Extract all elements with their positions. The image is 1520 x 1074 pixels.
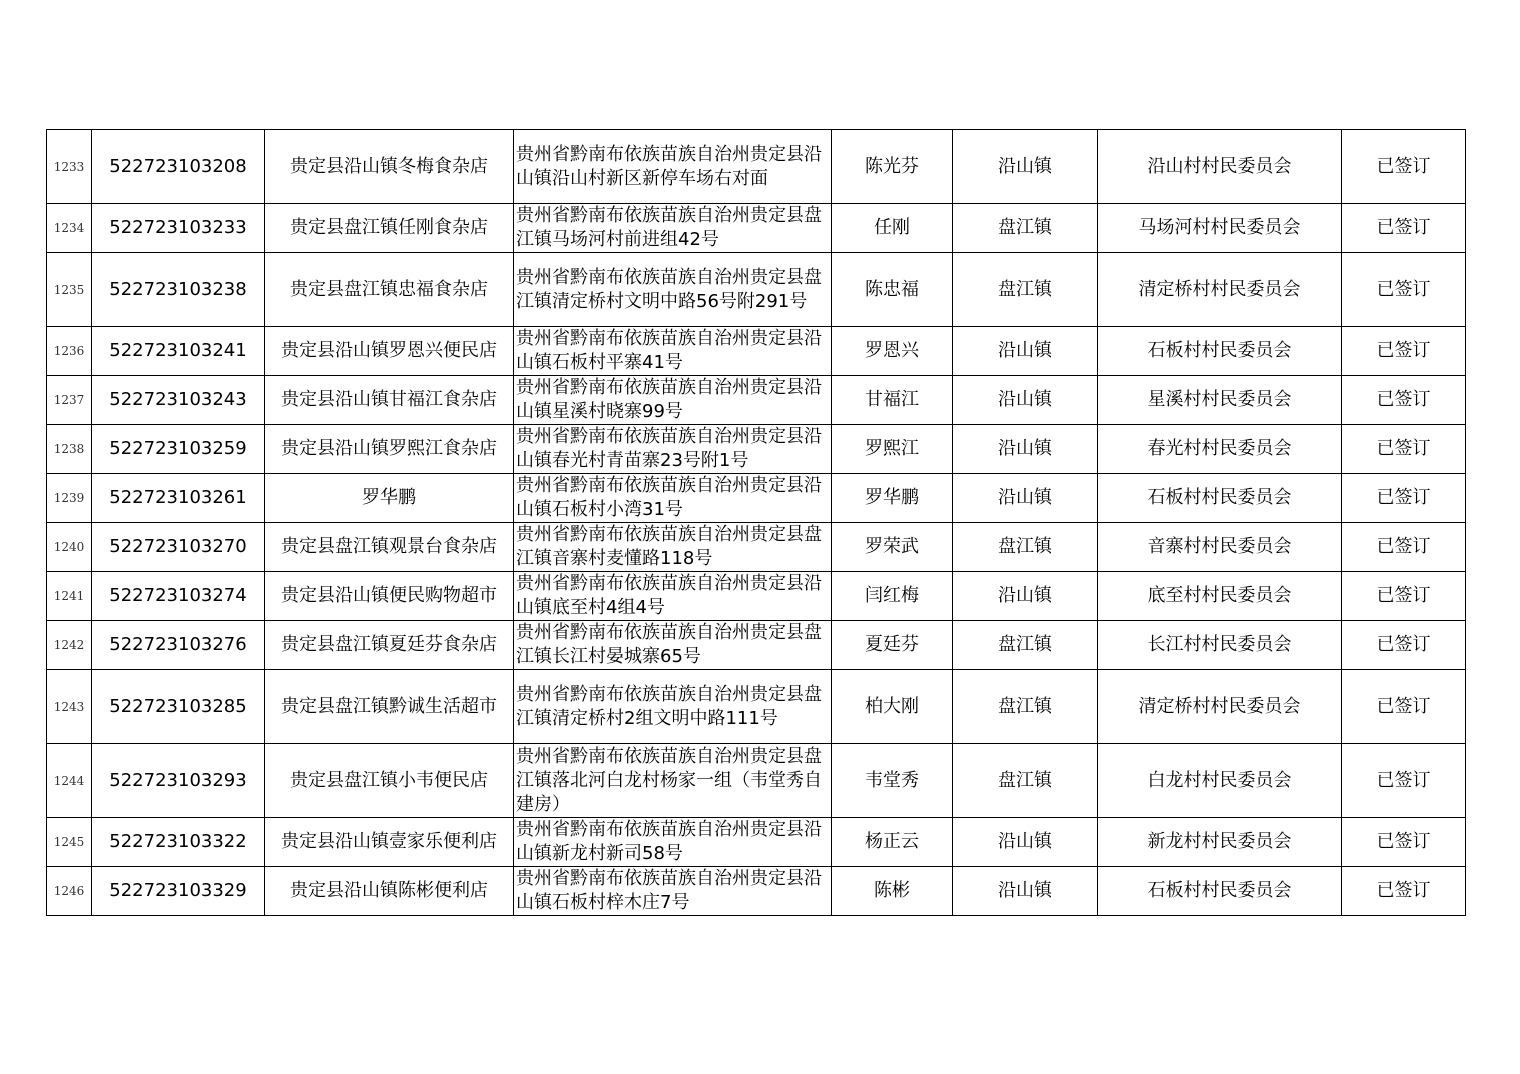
- village-committee-cell: 音寨村村民委员会: [1098, 523, 1342, 572]
- unified-code-cell: 522723103274: [92, 572, 265, 621]
- table-row: [47, 867, 1466, 916]
- unified-code-cell: 522723103208: [92, 130, 265, 204]
- person-cell: 罗恩兴: [832, 327, 953, 376]
- person-cell: 陈彬: [832, 867, 953, 916]
- row-number: 1242: [47, 621, 92, 670]
- store-name-cell: 贵定县沿山镇罗恩兴便民店: [265, 327, 514, 376]
- status-cell: 已签订: [1342, 744, 1466, 818]
- status-cell: 已签订: [1342, 376, 1466, 425]
- unified-code-cell: 522723103270: [92, 523, 265, 572]
- table-row: [47, 253, 1466, 327]
- store-name-cell: 贵定县沿山镇陈彬便利店: [265, 867, 514, 916]
- unified-code-cell: 522723103243: [92, 376, 265, 425]
- store-name-cell: 贵定县沿山镇罗熙江食杂店: [265, 425, 514, 474]
- town-cell: 盘江镇: [953, 670, 1098, 744]
- address-cell: 贵州省黔南布依族苗族自治州贵定县沿山镇星溪村晓寨99号: [514, 376, 832, 425]
- status-cell: 已签订: [1342, 130, 1466, 204]
- town-cell: 沿山镇: [953, 425, 1098, 474]
- unified-code-cell: 522723103233: [92, 204, 265, 253]
- town-cell: 沿山镇: [953, 130, 1098, 204]
- town-cell: 盘江镇: [953, 253, 1098, 327]
- person-cell: 闫红梅: [832, 572, 953, 621]
- address-cell: 贵州省黔南布依族苗族自治州贵定县沿山镇沿山村新区新停车场右对面: [514, 130, 832, 204]
- address-cell: 贵州省黔南布依族苗族自治州贵定县盘江镇落北河白龙村杨家一组（韦堂秀自建房）: [514, 744, 832, 818]
- person-cell: 罗荣武: [832, 523, 953, 572]
- address-cell: 贵州省黔南布依族苗族自治州贵定县沿山镇新龙村新司58号: [514, 818, 832, 867]
- table-row: [47, 376, 1466, 425]
- village-committee-cell: 马场河村村民委员会: [1098, 204, 1342, 253]
- status-cell: 已签订: [1342, 204, 1466, 253]
- status-cell: 已签订: [1342, 253, 1466, 327]
- row-number: 1240: [47, 523, 92, 572]
- row-number: 1241: [47, 572, 92, 621]
- table-row: [47, 670, 1466, 744]
- person-cell: 夏廷芬: [832, 621, 953, 670]
- table-row: [47, 327, 1466, 376]
- address-cell: 贵州省黔南布依族苗族自治州贵定县盘江镇长江村晏城寨65号: [514, 621, 832, 670]
- address-cell: 贵州省黔南布依族苗族自治州贵定县盘江镇清定桥村文明中路56号附291号: [514, 253, 832, 327]
- address-cell: 贵州省黔南布依族苗族自治州贵定县沿山镇底至村4组4号: [514, 572, 832, 621]
- person-cell: 罗熙江: [832, 425, 953, 474]
- town-cell: 盘江镇: [953, 621, 1098, 670]
- store-name-cell: 贵定县盘江镇观景台食杂店: [265, 523, 514, 572]
- village-committee-cell: 石板村村民委员会: [1098, 327, 1342, 376]
- store-name-cell: 贵定县沿山镇甘福江食杂店: [265, 376, 514, 425]
- status-cell: 已签订: [1342, 474, 1466, 523]
- address-cell: 贵州省黔南布依族苗族自治州贵定县沿山镇石板村梓木庄7号: [514, 867, 832, 916]
- village-committee-cell: 石板村村民委员会: [1098, 474, 1342, 523]
- unified-code-cell: 522723103329: [92, 867, 265, 916]
- unified-code-cell: 522723103276: [92, 621, 265, 670]
- store-name-cell: 贵定县盘江镇忠福食杂店: [265, 253, 514, 327]
- row-number: 1244: [47, 744, 92, 818]
- town-cell: 沿山镇: [953, 867, 1098, 916]
- status-cell: 已签订: [1342, 523, 1466, 572]
- address-cell: 贵州省黔南布依族苗族自治州贵定县盘江镇马场河村前进组42号: [514, 204, 832, 253]
- table-body: [47, 130, 1466, 916]
- person-cell: 韦堂秀: [832, 744, 953, 818]
- row-number: 1237: [47, 376, 92, 425]
- person-cell: 陈忠福: [832, 253, 953, 327]
- person-cell: 陈光芬: [832, 130, 953, 204]
- store-name-cell: 贵定县沿山镇冬梅食杂店: [265, 130, 514, 204]
- store-name-cell: 贵定县沿山镇便民购物超市: [265, 572, 514, 621]
- row-number: 1234: [47, 204, 92, 253]
- village-committee-cell: 清定桥村村民委员会: [1098, 253, 1342, 327]
- row-number: 1243: [47, 670, 92, 744]
- store-name-cell: 贵定县盘江镇小韦便民店: [265, 744, 514, 818]
- person-cell: 罗华鹏: [832, 474, 953, 523]
- table-row: [47, 744, 1466, 818]
- store-name-cell: 贵定县盘江镇夏廷芬食杂店: [265, 621, 514, 670]
- village-committee-cell: 石板村村民委员会: [1098, 867, 1342, 916]
- unified-code-cell: 522723103322: [92, 818, 265, 867]
- status-cell: 已签订: [1342, 867, 1466, 916]
- village-committee-cell: 新龙村村民委员会: [1098, 818, 1342, 867]
- status-cell: 已签订: [1342, 818, 1466, 867]
- address-cell: 贵州省黔南布依族苗族自治州贵定县沿山镇石板村小湾31号: [514, 474, 832, 523]
- address-cell: 贵州省黔南布依族苗族自治州贵定县沿山镇石板村平寨41号: [514, 327, 832, 376]
- table-row: [47, 130, 1466, 204]
- row-number: 1246: [47, 867, 92, 916]
- town-cell: 沿山镇: [953, 474, 1098, 523]
- status-cell: 已签订: [1342, 670, 1466, 744]
- table-row: [47, 621, 1466, 670]
- status-cell: 已签订: [1342, 621, 1466, 670]
- person-cell: 任刚: [832, 204, 953, 253]
- unified-code-cell: 522723103293: [92, 744, 265, 818]
- store-name-cell: 贵定县沿山镇壹家乐便利店: [265, 818, 514, 867]
- town-cell: 沿山镇: [953, 376, 1098, 425]
- table-row: [47, 474, 1466, 523]
- row-number: 1236: [47, 327, 92, 376]
- village-committee-cell: 长江村村民委员会: [1098, 621, 1342, 670]
- village-committee-cell: 白龙村村民委员会: [1098, 744, 1342, 818]
- row-number: 1238: [47, 425, 92, 474]
- village-committee-cell: 底至村村民委员会: [1098, 572, 1342, 621]
- unified-code-cell: 522723103261: [92, 474, 265, 523]
- store-name-cell: 贵定县盘江镇任刚食杂店: [265, 204, 514, 253]
- store-name-cell: 贵定县盘江镇黔诚生活超市: [265, 670, 514, 744]
- row-number: 1235: [47, 253, 92, 327]
- table-row: [47, 818, 1466, 867]
- village-committee-cell: 春光村村民委员会: [1098, 425, 1342, 474]
- table-row: [47, 572, 1466, 621]
- table-row: [47, 425, 1466, 474]
- town-cell: 沿山镇: [953, 572, 1098, 621]
- town-cell: 盘江镇: [953, 204, 1098, 253]
- address-cell: 贵州省黔南布依族苗族自治州贵定县盘江镇清定桥村2组文明中路111号: [514, 670, 832, 744]
- town-cell: 沿山镇: [953, 818, 1098, 867]
- status-cell: 已签订: [1342, 327, 1466, 376]
- village-committee-cell: 沿山村村民委员会: [1098, 130, 1342, 204]
- person-cell: 柏大刚: [832, 670, 953, 744]
- village-committee-cell: 清定桥村村民委员会: [1098, 670, 1342, 744]
- table-row: [47, 523, 1466, 572]
- status-cell: 已签订: [1342, 425, 1466, 474]
- town-cell: 沿山镇: [953, 327, 1098, 376]
- store-name-cell: 罗华鹏: [265, 474, 514, 523]
- town-cell: 盘江镇: [953, 744, 1098, 818]
- registry-table: [46, 129, 1466, 916]
- row-number: 1245: [47, 818, 92, 867]
- unified-code-cell: 522723103241: [92, 327, 265, 376]
- town-cell: 盘江镇: [953, 523, 1098, 572]
- row-number: 1239: [47, 474, 92, 523]
- address-cell: 贵州省黔南布依族苗族自治州贵定县沿山镇春光村青苗寨23号附1号: [514, 425, 832, 474]
- unified-code-cell: 522723103285: [92, 670, 265, 744]
- table-row: [47, 204, 1466, 253]
- unified-code-cell: 522723103238: [92, 253, 265, 327]
- village-committee-cell: 星溪村村民委员会: [1098, 376, 1342, 425]
- address-cell: 贵州省黔南布依族苗族自治州贵定县盘江镇音寨村麦懂路118号: [514, 523, 832, 572]
- person-cell: 甘福江: [832, 376, 953, 425]
- status-cell: 已签订: [1342, 572, 1466, 621]
- unified-code-cell: 522723103259: [92, 425, 265, 474]
- row-number: 1233: [47, 130, 92, 204]
- person-cell: 杨正云: [832, 818, 953, 867]
